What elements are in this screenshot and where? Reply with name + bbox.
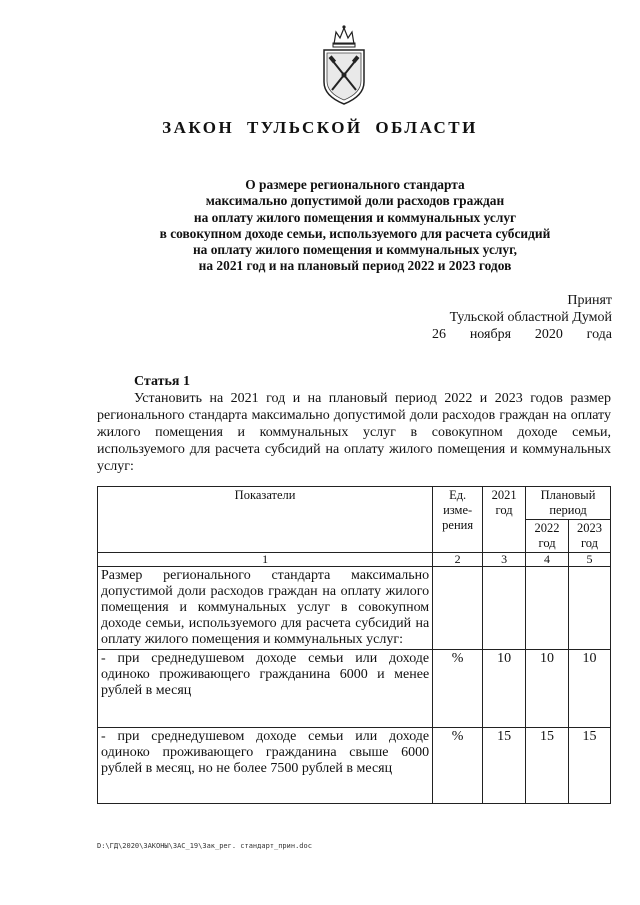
table-row [98, 567, 611, 650]
adopted-label: Принят [567, 293, 612, 308]
column-number: 1 [98, 553, 433, 567]
header-planned-period: Плановый период [526, 487, 611, 520]
adoption-day: 26 [432, 327, 446, 342]
column-number: 4 [526, 553, 569, 567]
header-2023: 2023 год [569, 520, 611, 553]
table-row [98, 728, 611, 804]
subtitle-line: максимально допустимой доли расходов граждан [205, 193, 505, 209]
column-number: 5 [569, 553, 611, 567]
row-value-2023 [569, 567, 611, 650]
row-value-2021 [483, 567, 526, 650]
subtitle-line: в совокупном доходе семьи, используемого для расчета субсидий [159, 225, 551, 241]
table-header-row [98, 487, 611, 520]
footer-file-path: D:\ГД\2020\ЗАКОНЫ\ЗАС_19\Зак_рег. стандарт_прин.doc [97, 842, 312, 850]
row-value-2021: 10 [483, 650, 526, 728]
row-value-2022 [526, 567, 569, 650]
adoption-month: ноября [469, 327, 512, 342]
column-number-row [98, 553, 611, 567]
row-value-2023: 10 [569, 650, 611, 728]
law-title: ЗАКОН ТУЛЬСКОЙ ОБЛАСТИ [162, 118, 478, 137]
header-indicators: Показатели [98, 487, 433, 553]
header-unit: Ед. изме-рения [433, 487, 483, 553]
header-2021: 2021 год [483, 487, 526, 553]
coat-of-arms-icon [318, 24, 370, 106]
law-subtitle [60, 177, 640, 275]
indicators-table [97, 486, 611, 804]
adopted-by: Тульской областной Думой [449, 310, 612, 325]
row-label: - при среднедушевом доходе семьи или доходе одиноко проживающего гражданина свыше 6000 рублей в месяц, но не более 7500 рублей в месяц [98, 728, 433, 804]
subtitle-line: на оплату жилого помещения и коммунальных услуг [193, 209, 517, 225]
column-number: 2 [433, 553, 483, 567]
subtitle-line: на оплату жилого помещения и коммунальных услуг, [192, 242, 518, 258]
row-value-2022: 10 [526, 650, 569, 728]
row-unit [433, 567, 483, 650]
row-unit: % [433, 728, 483, 804]
adoption-year: 2020 [534, 327, 563, 342]
row-label: - при среднедушевом доходе семьи или доходе одиноко проживающего гражданина 6000 и менее рублей в месяц [98, 650, 433, 728]
row-value-2021: 15 [483, 728, 526, 804]
row-value-2022: 15 [526, 728, 569, 804]
table-row [98, 650, 611, 728]
row-value-2023: 15 [569, 728, 611, 804]
column-number: 3 [483, 553, 526, 567]
subtitle-line: на 2021 год и на плановый период 2022 и 2023 годов [198, 258, 512, 274]
row-unit: % [433, 650, 483, 728]
article-heading: Статья 1 [134, 374, 190, 389]
adoption-year-word: года [586, 327, 612, 342]
adoption-date [432, 327, 612, 343]
row-label: Размер регионального стандарта максимально допустимой доли расходов граждан на оплату жилого помещения и коммунальных услуг в совокупном доходе семьи, используемого для расчета субсидий на оплату жилого помещения и коммунальных услуг: [98, 567, 433, 650]
subtitle-line: О размере регионального стандарта [245, 177, 465, 192]
header-2022: 2022 год [526, 520, 569, 553]
article-text: Установить на 2021 год и на плановый период 2022 и 2023 годов размер регионального стандарта максимально допустимой доли расходов граждан на оплату жилого помещения и коммунальных услуг в совокупном доходе семьи, используемого для расчета субсидий на оплату жилого помещения и коммунальных услуг: [97, 391, 611, 474]
